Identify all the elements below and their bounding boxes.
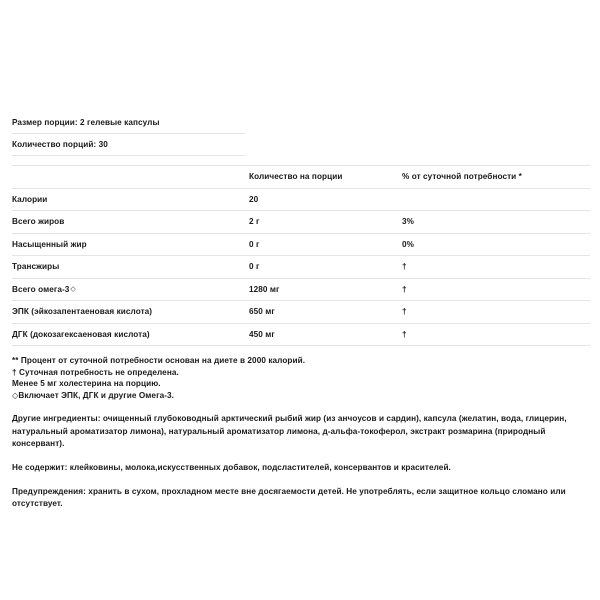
nutrient-daily-value-cell: 0%	[402, 233, 590, 256]
nutrient-name-cell	[12, 278, 249, 301]
header-daily-value: % от суточной потребности *	[402, 166, 590, 189]
nutrient-name-cell	[12, 233, 249, 256]
nutrient-daily-value-cell: †	[402, 278, 590, 301]
nutrient-name: Всего жиров	[12, 217, 65, 227]
nutrient-name: Трансжиры	[12, 262, 60, 272]
header-amount-per-serving: Количество на порции	[249, 166, 402, 189]
table-row	[12, 301, 590, 324]
nutrient-name-cell	[12, 256, 249, 279]
nutrient-name: Калории	[12, 194, 48, 204]
nutrient-amount-cell: 1280 мг	[249, 278, 402, 301]
table-row	[12, 323, 590, 346]
nutrient-name: ЭПК (эйкозапентаеновая кислота)	[12, 307, 153, 317]
nutrient-name: Насыщенный жир	[12, 239, 87, 249]
nutrient-name-cell	[12, 301, 249, 324]
nutrient-amount-cell: 20	[249, 188, 402, 211]
footnotes-block	[0, 355, 600, 401]
nutrient-amount-cell: 0 г	[249, 233, 402, 256]
diamond-icon: ◇	[70, 285, 76, 293]
nutrient-amount-cell: 450 мг	[249, 323, 402, 346]
serving-size-row	[0, 112, 600, 134]
other-ingredients-paragraph: Другие ингредиенты: очищенный глубоководный арктический рыбий жир (из анчоусов и сардин), капсула (желатин, вода, глицерин, натуральный ароматизатор лимона), натуральный ароматизатор лимона, д-альфа-токоферол, экстракт розмарина (природный консервант).	[12, 414, 567, 448]
table-header-row	[12, 166, 590, 189]
nutrient-name: ДГК (докозагексаеновая кислота)	[12, 329, 150, 339]
table-row	[12, 278, 590, 301]
nutrient-name-cell	[12, 188, 249, 211]
nutrient-amount-cell: 0 г	[249, 256, 402, 279]
nutrient-amount-cell: 650 мг	[249, 301, 402, 324]
servings-per-container-row	[0, 134, 600, 156]
serving-size-value: 2 гелевые капсулы	[80, 118, 160, 127]
footnote-line: Менее 5 мг холестерина на порцию.	[12, 379, 161, 389]
table-row	[12, 233, 590, 256]
nutrient-daily-value-cell: 3%	[402, 211, 590, 234]
nutrition-facts-body	[12, 188, 590, 346]
servings-per-container-value: 30	[98, 140, 108, 149]
supplement-facts-panel	[0, 112, 600, 511]
table-row	[12, 211, 590, 234]
nutrient-daily-value-cell: †	[402, 256, 590, 279]
nutrient-name: Всего омега-3	[12, 284, 70, 294]
nutrient-daily-value-cell: †	[402, 323, 590, 346]
header-nutrient	[12, 166, 249, 189]
nutrient-amount-cell: 2 г	[249, 211, 402, 234]
nutrient-name-cell	[12, 323, 249, 346]
nutrient-daily-value-cell: †	[402, 301, 590, 324]
footnote-line: ** Процент от суточной потребности основан на диете в 2000 калорий.	[12, 356, 306, 365]
table-row	[12, 188, 590, 211]
nutrition-facts-table	[12, 165, 590, 346]
footnote-line: † Суточная потребность не определена.	[12, 367, 179, 377]
serving-size-label: Размер порции:	[12, 118, 78, 127]
table-row	[12, 256, 590, 279]
nutrient-name-cell	[12, 211, 249, 234]
servings-per-container-label: Количество порций:	[12, 140, 97, 149]
warning-paragraph: Предупреждения: хранить в сухом, прохладном месте вне досягаемости детей. Не употреблять, если защитное кольцо сломано или отсутствует.	[12, 487, 566, 509]
free-from-paragraph: Не содержит: клейковины, молока,искусственных добавок, подсластителей, консервантов и красителей.	[12, 462, 451, 472]
table-spacer	[0, 156, 600, 165]
footnote-line: ◇Включает ЭПК, ДГК и другие Омега-3.	[12, 390, 174, 400]
nutrient-daily-value-cell	[402, 188, 590, 211]
